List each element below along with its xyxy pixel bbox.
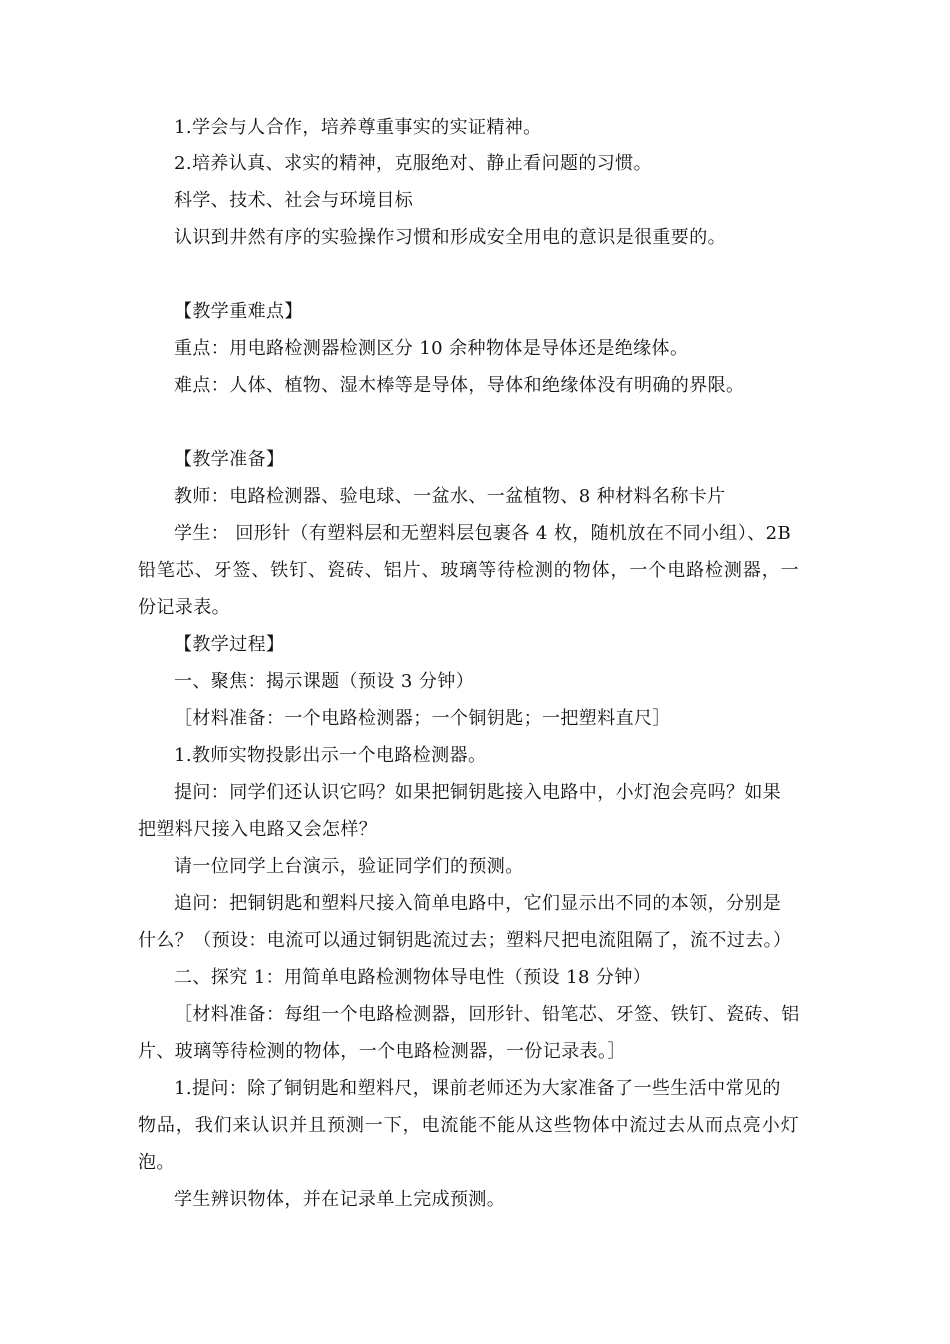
sts-goal-text: 认识到井然有序的实验操作习惯和形成安全用电的意识是很重要的。 — [174, 227, 726, 248]
step-two-question-line-1: 1.提问：除了铜钥匙和塑料尺，课前老师还为大家准备了一些生活中常见的 — [174, 1078, 781, 1099]
step-one-heading: 一、聚焦：揭示课题（预设 3 分钟） — [174, 671, 475, 692]
student-materials-line-2: 铅笔芯、牙签、铁钉、瓷砖、铝片、玻璃等待检测的物体，一个电路检测器，一 — [138, 560, 800, 581]
student-materials-line-1: 学生： 回形针（有塑料层和无塑料层包裹各 4 枚，随机放在不同小组）、2B — [174, 523, 792, 544]
teacher-materials: 教师：电路检测器、验电球、一盆水、一盆植物、8 种材料名称卡片 — [174, 486, 726, 507]
difficult-point-text: 难点：人体、植物、湿木棒等是导体，导体和绝缘体没有明确的界限。 — [174, 375, 745, 396]
section-heading-preparation: 【教学准备】 — [174, 449, 285, 470]
demonstration-text: 请一位同学上台演示，验证同学们的预测。 — [174, 856, 524, 877]
question-line-2: 把塑料尺接入电路又会怎样？ — [138, 819, 378, 840]
section-heading-process: 【教学过程】 — [174, 634, 285, 655]
section-heading-sts-goals: 科学、技术、社会与环境目标 — [174, 190, 414, 211]
question-line-1: 提问：同学们还认识它吗？如果把铜钥匙接入电路中，小灯泡会亮吗？如果 — [174, 782, 782, 803]
step-two-materials-line-2: 片、玻璃等待检测的物体，一个电路检测器，一份记录表。］ — [138, 1041, 626, 1062]
follow-up-question-line-2: 什么？（预设：电流可以通过铜钥匙流过去；塑料尺把电流阻隔了，流不过去。） — [138, 930, 792, 951]
section-heading-key-points: 【教学重难点】 — [174, 301, 303, 322]
follow-up-question-line-1: 追问：把铜钥匙和塑料尺接入简单电路中，它们显示出不同的本领，分别是 — [174, 893, 782, 914]
student-prediction-text: 学生辨识物体，并在记录单上完成预测。 — [174, 1189, 506, 1210]
step-two-question-line-2: 物品，我们来认识并且预测一下，电流能不能从这些物体中流过去从而点亮小灯 — [138, 1115, 800, 1136]
key-point-text: 重点：用电路检测器检测区分 10 余种物体是导体还是绝缘体。 — [174, 338, 689, 359]
student-materials-line-3: 份记录表。 — [138, 597, 230, 618]
step-two-question-line-3: 泡。 — [138, 1152, 175, 1173]
objective-attitude: 2.培养认真、求实的精神，克服绝对、静止看问题的习惯。 — [174, 153, 652, 174]
step-two-heading: 二、探究 1：用简单电路检测物体导电性（预设 18 分钟） — [174, 967, 652, 988]
step-one-item-1: 1.教师实物投影出示一个电路检测器。 — [174, 745, 487, 766]
step-one-materials: ［材料准备：一个电路检测器；一个铜钥匙；一把塑料直尺］ — [174, 708, 671, 729]
step-two-materials-line-1: ［材料准备：每组一个电路检测器，回形针、铅笔芯、牙签、铁钉、瓷砖、铝 — [174, 1004, 800, 1025]
objective-cooperation: 1.学会与人合作，培养尊重事实的实证精神。 — [174, 117, 542, 138]
